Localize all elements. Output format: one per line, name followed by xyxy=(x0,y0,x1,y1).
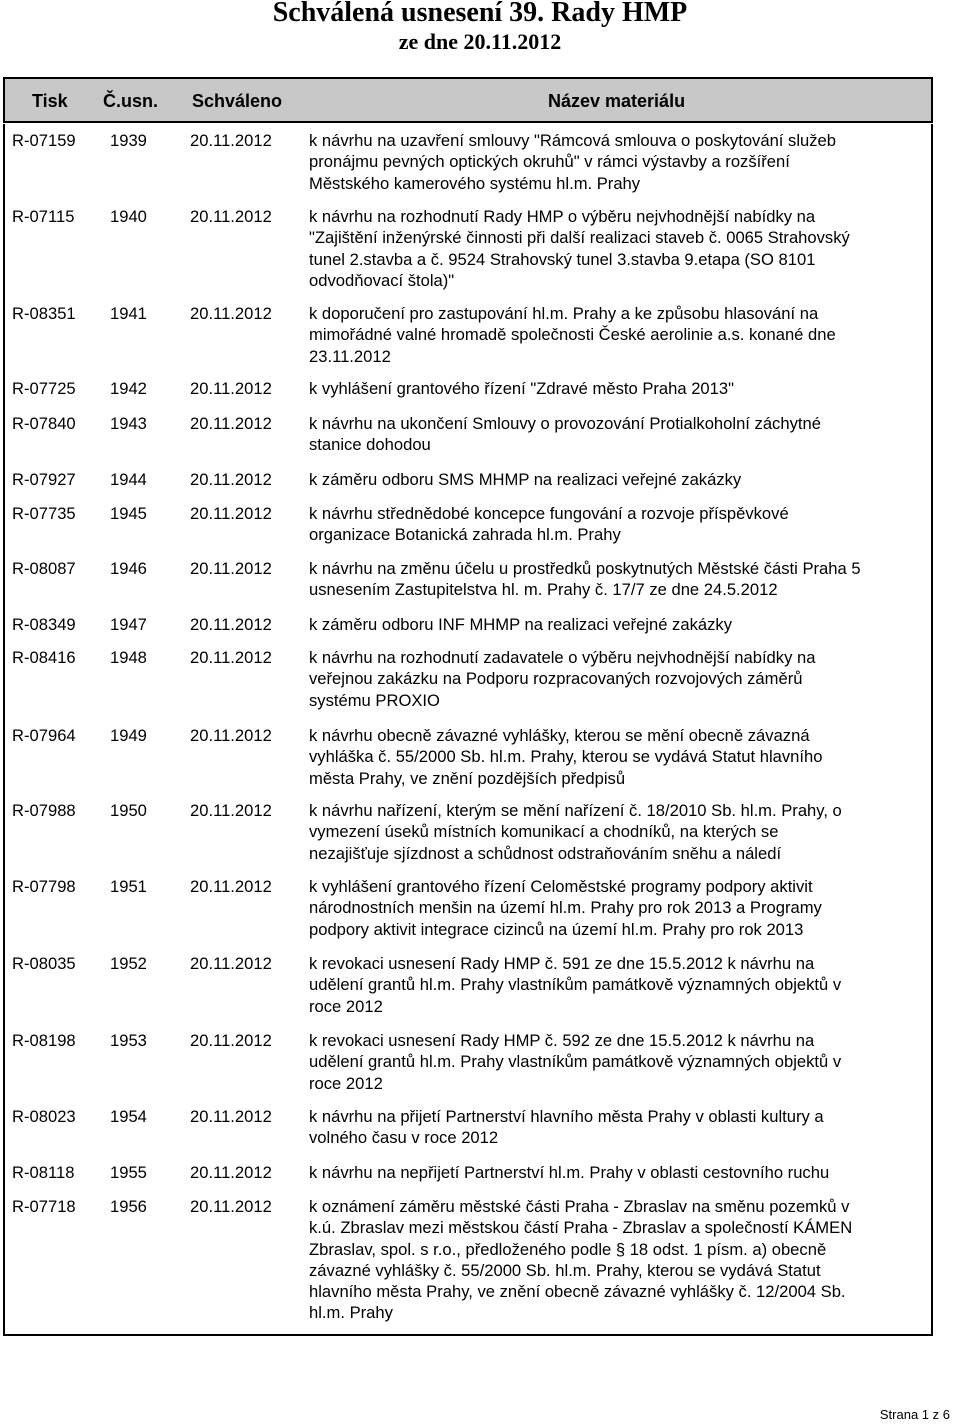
cell-cusn: 1948 xyxy=(110,648,147,667)
cell-nazev: k návrhu na nepřijetí Partnerství hl.m. Prahy v oblasti cestovního ruchu xyxy=(309,1163,830,1182)
cell-nazev: k návrhu na přijetí Partnerství hlavního města Prahy v oblasti kultury a volného času v roce 2012 xyxy=(309,1107,824,1148)
cell-cusn: 1947 xyxy=(110,615,147,634)
cell-tisk: R-07840 xyxy=(12,414,76,433)
cell-cusn: 1944 xyxy=(110,470,147,489)
cell-schvaleno: 20.11.2012 xyxy=(190,414,272,433)
cell-tisk: R-07964 xyxy=(12,726,76,745)
cell-schvaleno: 20.11.2012 xyxy=(190,801,272,820)
cell-cusn: 1945 xyxy=(110,504,147,523)
cell-nazev: k návrhu na rozhodnutí zadavatele o výběru nejvhodnější nabídky na veřejnou zakázku na Podporu rozpracovaných rozvojových záměrů systému PROXIO xyxy=(309,648,816,710)
cell-cusn: 1956 xyxy=(110,1197,147,1216)
cell-schvaleno: 20.11.2012 xyxy=(190,470,272,489)
cell-nazev: k vyhlášení grantového řízení "Zdravé město Praha 2013" xyxy=(309,379,735,398)
cell-nazev: k návrhu nařízení, kterým se mění nařízení č. 18/2010 Sb. hl.m. Prahy, o vymezení úseků místních komunikací a chodníků, na kterých se nezajišťuje sjízdnost a schůdnost odstraňováním sněhu a náledí xyxy=(309,801,842,863)
cell-cusn: 1941 xyxy=(110,304,147,323)
cell-schvaleno: 20.11.2012 xyxy=(190,1107,272,1126)
column-header-nazev: Název materiálu xyxy=(548,91,686,111)
column-header-cusn: Č.usn. xyxy=(103,91,159,111)
cell-tisk: R-08087 xyxy=(12,559,76,578)
cell-nazev: k revokaci usnesení Rady HMP č. 591 ze dne 15.5.2012 k návrhu na udělení grantů hl.m. Prahy vlastníkům památkově významných objektů v roce 2012 xyxy=(309,954,842,1016)
cell-cusn: 1942 xyxy=(110,379,147,398)
cell-tisk: R-08416 xyxy=(12,648,76,667)
cell-schvaleno: 20.11.2012 xyxy=(190,207,272,226)
table-header xyxy=(3,77,933,123)
cell-cusn: 1940 xyxy=(110,207,147,226)
cell-nazev: k doporučení pro zastupování hl.m. Prahy a ke způsobu hlasování na mimořádné valné hromadě společnosti České aerolinie a.s. konané dne 23.11.2012 xyxy=(309,304,836,366)
cell-tisk: R-07927 xyxy=(12,470,76,489)
cell-nazev: k návrhu obecně závazné vyhlášky, kterou se mění obecně závazná vyhláška č. 55/2000 Sb. hl.m. Prahy, kterou se vydává Statut hlavního města Prahy, ve znění pozdějších předpisů xyxy=(309,726,823,788)
cell-tisk: R-07798 xyxy=(12,877,76,896)
column-header-tisk: Tisk xyxy=(32,91,68,111)
cell-nazev: k návrhu na změnu účelu u prostředků poskytnutých Městské části Praha 5 usnesením Zastupitelstva hl. m. Prahy č. 17/7 ze dne 24.5.2012 xyxy=(309,559,861,600)
cell-cusn: 1953 xyxy=(110,1031,147,1050)
cell-cusn: 1939 xyxy=(110,131,147,150)
cell-nazev: k vyhlášení grantového řízení Celoměstské programy podpory aktivit národnostních menšin na území hl.m. Prahy pro rok 2013 a Programy podpory aktivit integrace cizinců na území hl.m. Prahy pro rok 2013 xyxy=(309,877,822,939)
cell-schvaleno: 20.11.2012 xyxy=(190,726,272,745)
cell-schvaleno: 20.11.2012 xyxy=(190,648,272,667)
cell-nazev: k záměru odboru SMS MHMP na realizaci veřejné zakázky xyxy=(309,470,742,489)
cell-schvaleno: 20.11.2012 xyxy=(190,379,272,398)
cell-tisk: R-08351 xyxy=(12,304,76,323)
cell-tisk: R-07718 xyxy=(12,1197,76,1216)
cell-schvaleno: 20.11.2012 xyxy=(190,1031,272,1050)
cell-nazev: k návrhu na uzavření smlouvy "Rámcová smlouva o poskytování služeb pronájmu pevných optických okruhů" v rámci výstavby a rozšíření Městského kamerového systému hl.m. Prahy xyxy=(309,131,836,193)
cell-nazev: k revokaci usnesení Rady HMP č. 592 ze dne 15.5.2012 k návrhu na udělení grantů hl.m. Prahy vlastníkům památkově významných objektů v roce 2012 xyxy=(309,1031,842,1093)
cell-schvaleno: 20.11.2012 xyxy=(190,1163,272,1182)
cell-nazev: k oznámení záměru městské části Praha - Zbraslav na směnu pozemků v k.ú. Zbraslav mezi městskou částí Praha - Zbraslav a společností KÁMEN Zbraslav, spol. s r.o., předloženého podle § 18 odst. 1 písm. a) obecně závazné vyhlášky č. 55/2000 Sb. hl.m. Prahy, kterou se vydává Statut hlavního města Prahy, ve znění obecně závazné vyhlášky č. 12/2004 Sb. hl.m. Prahy xyxy=(309,1197,853,1323)
cell-schvaleno: 20.11.2012 xyxy=(190,559,272,578)
title-line-2: ze dne 20.11.2012 xyxy=(398,29,562,54)
cell-schvaleno: 20.11.2012 xyxy=(190,615,272,634)
cell-schvaleno: 20.11.2012 xyxy=(190,304,272,323)
cell-tisk: R-08349 xyxy=(12,615,76,634)
page-number: Strana 1 z 6 xyxy=(879,1407,950,1422)
cell-cusn: 1950 xyxy=(110,801,147,820)
cell-schvaleno: 20.11.2012 xyxy=(190,131,272,150)
column-header-schvaleno: Schváleno xyxy=(192,91,283,111)
cell-cusn: 1946 xyxy=(110,559,147,578)
cell-tisk: R-07159 xyxy=(12,131,76,150)
cell-cusn: 1951 xyxy=(110,877,147,896)
cell-cusn: 1943 xyxy=(110,414,147,433)
title-line-1: Schválená usnesení 39. Rady HMP xyxy=(272,0,688,28)
cell-tisk: R-07115 xyxy=(12,207,75,226)
cell-tisk: R-07988 xyxy=(12,801,76,820)
cell-tisk: R-08023 xyxy=(12,1107,76,1126)
cell-nazev: k návrhu na ukončení Smlouvy o provozování Protialkoholní záchytné stanice dohodou xyxy=(309,414,821,455)
cell-tisk: R-08118 xyxy=(12,1163,75,1182)
cell-tisk: R-08035 xyxy=(12,954,76,973)
cell-tisk: R-08198 xyxy=(12,1031,76,1050)
cell-schvaleno: 20.11.2012 xyxy=(190,1197,272,1216)
cell-tisk: R-07735 xyxy=(12,504,76,523)
cell-tisk: R-07725 xyxy=(12,379,76,398)
cell-cusn: 1952 xyxy=(110,954,147,973)
cell-schvaleno: 20.11.2012 xyxy=(190,954,272,973)
cell-cusn: 1955 xyxy=(110,1163,147,1182)
cell-nazev: k návrhu na rozhodnutí Rady HMP o výběru nejvhodnější nabídky na "Zajištění inženýrské činnosti při další realizaci staveb č. 0065 Strahovský tunel 2.stavba a č. 9524 Strahovský tunel 3.stavba 9.etapa (SO 8101 odvodňovací štola)" xyxy=(309,207,850,290)
cell-nazev: k návrhu střednědobé koncepce fungování a rozvoje příspěvkové organizace Botanická zahrada hl.m. Prahy xyxy=(309,504,789,545)
cell-schvaleno: 20.11.2012 xyxy=(190,877,272,896)
cell-cusn: 1949 xyxy=(110,726,147,745)
cell-cusn: 1954 xyxy=(110,1107,147,1126)
cell-nazev: k záměru odboru INF MHMP na realizaci veřejné zakázky xyxy=(309,615,732,634)
cell-schvaleno: 20.11.2012 xyxy=(190,504,272,523)
